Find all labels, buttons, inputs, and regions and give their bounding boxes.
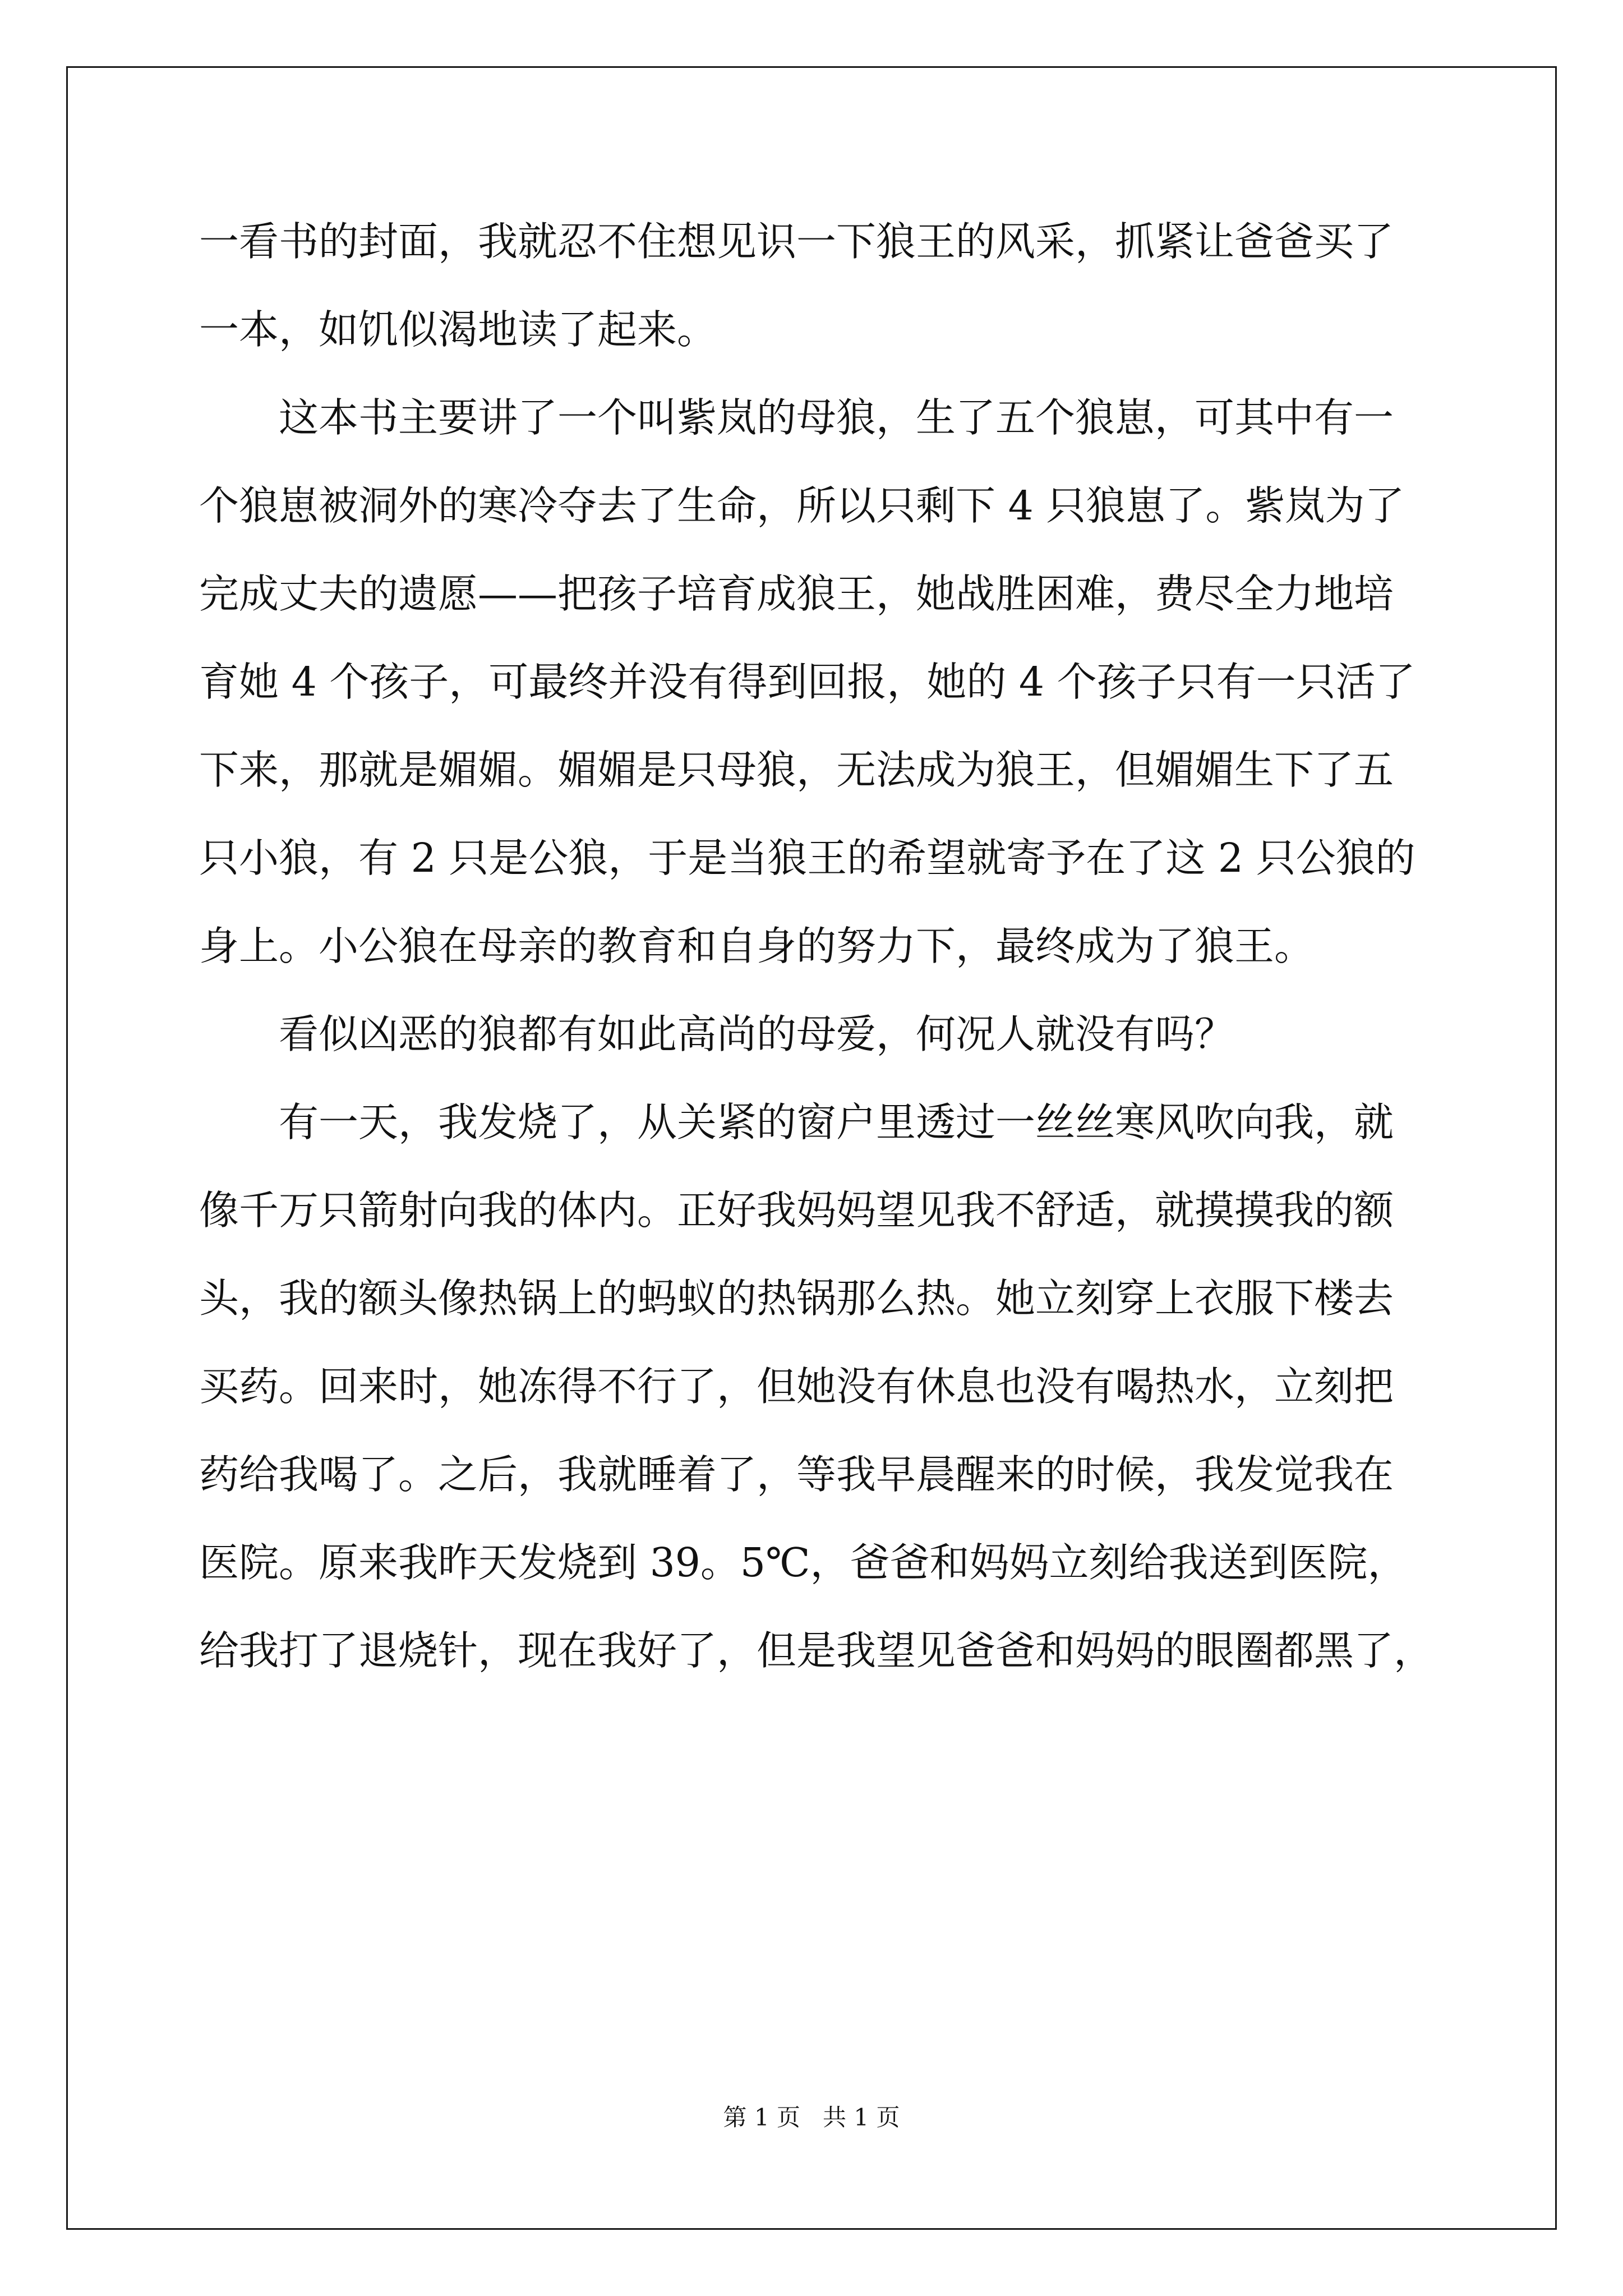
text-line: 一看书的封面，我就忍不住想见识一下狼王的风采，抓紧让爸爸买了 bbox=[199, 218, 1394, 265]
text-line: 育她 4 个孩子，可最终并没有得到回报，她的 4 个孩子只有一只活了 bbox=[199, 659, 1415, 705]
text-line: 买药。回来时，她冻得不行了，但她没有休息也没有喝热水，立刻把 bbox=[199, 1363, 1394, 1410]
text-line: 身上。小公狼在母亲的教育和自身的努力下，最终成为了狼王。 bbox=[199, 923, 1315, 969]
page-footer: 第 1 页 共 1 页 bbox=[723, 2104, 900, 2131]
paragraph-first-line: 看似凶恶的狼都有如此高尚的母爱，何况人就没有吗？ bbox=[279, 1011, 1235, 1057]
text-line: 像千万只箭射向我的体内。正好我妈妈望见我不舒适，就摸摸我的额 bbox=[199, 1187, 1394, 1234]
text-line: 药给我喝了。之后，我就睡着了，等我早晨醒来的时候，我发觉我在 bbox=[199, 1451, 1394, 1498]
text-line: 完成丈夫的遗愿——把孩子培育成狼王，她战胜困难，费尽全力地培 bbox=[199, 570, 1394, 617]
text-line: 只小狼，有 2 只是公狼，于是当狼王的希望就寄予在了这 2 只公狼的 bbox=[199, 835, 1415, 881]
text-line: 一本，如饥似渴地读了起来。 bbox=[199, 306, 717, 353]
text-line: 下来，那就是媚媚。媚媚是只母狼，无法成为狼王，但媚媚生下了五 bbox=[199, 747, 1394, 793]
document-body bbox=[199, 197, 1434, 1695]
paragraph-first-line: 有一天，我发烧了，从关紧的窗户里透过一丝丝寒风吹向我，就 bbox=[279, 1099, 1394, 1145]
text-line: 医院。原来我昨天发烧到 39。5℃，爸爸和妈妈立刻给我送到医院， bbox=[199, 1539, 1408, 1586]
text-line: 头，我的额头像热锅上的蚂蚁的热锅那么热。她立刻穿上衣服下楼去 bbox=[199, 1275, 1394, 1322]
text-line: 给我打了退烧针，现在我好了，但是我望见爸爸和妈妈的眼圈都黑了， bbox=[199, 1627, 1434, 1674]
text-line: 个狼崽被洞外的寒冷夺去了生命，所以只剩下 4 只狼崽了。紫岚为了 bbox=[199, 482, 1405, 529]
paragraph-first-line: 这本书主要讲了一个叫紫岚的母狼，生了五个狼崽，可其中有一 bbox=[279, 394, 1394, 441]
